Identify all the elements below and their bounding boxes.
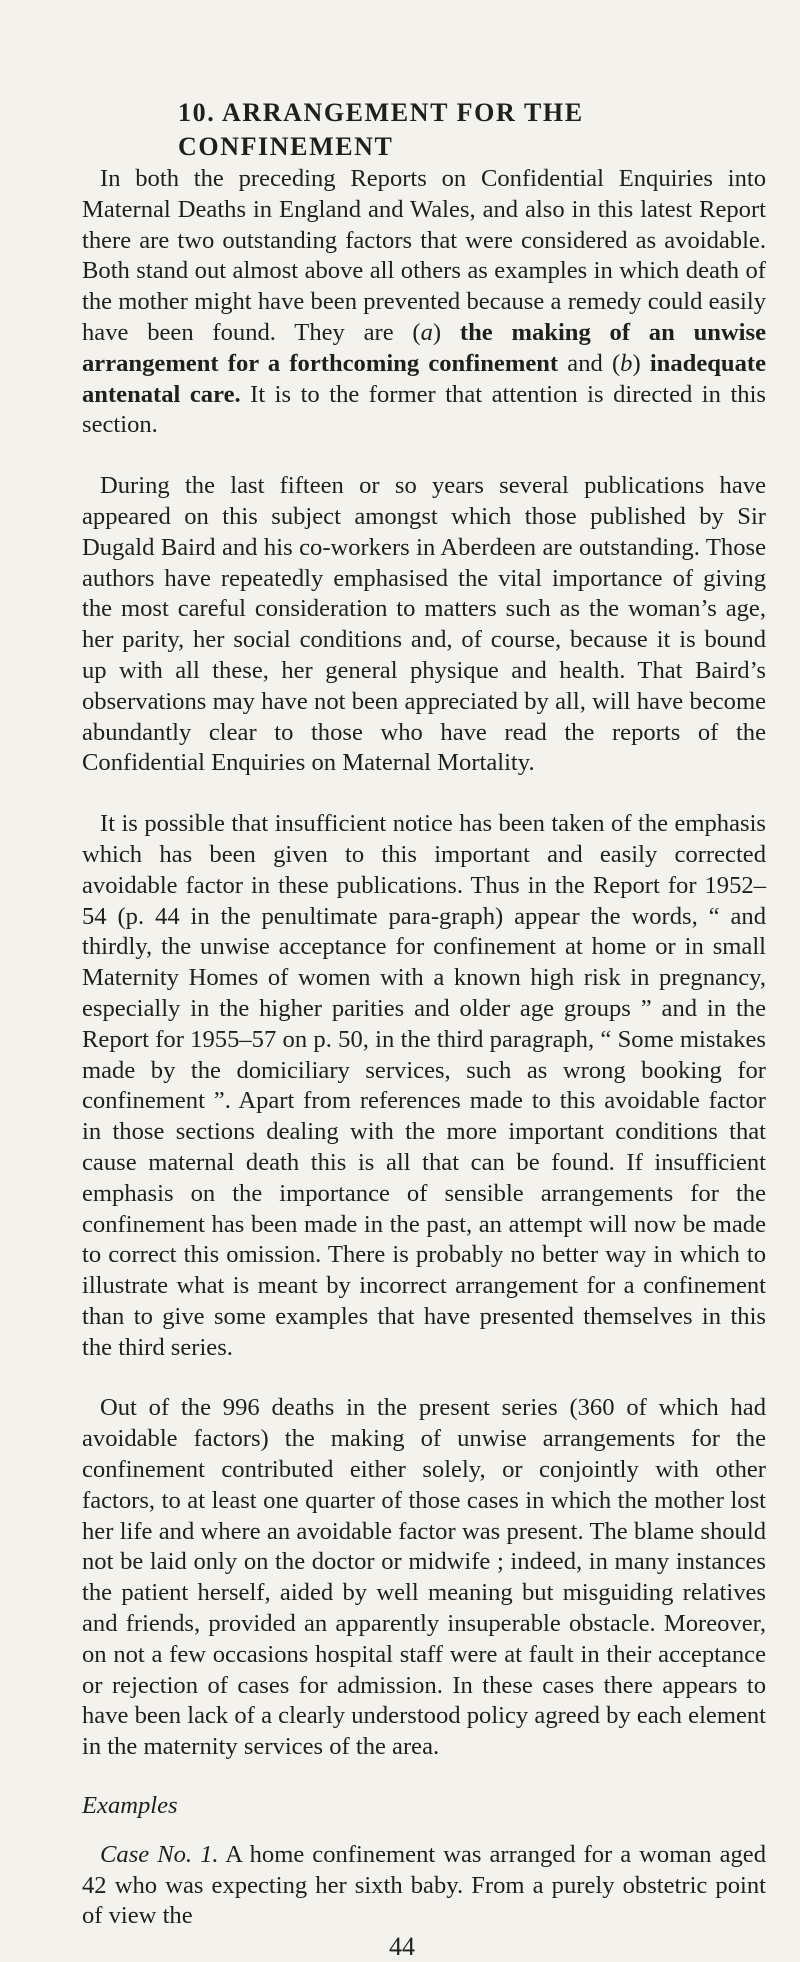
case-1-text: A home confinement was arranged for a woman aged 42 who was expecting her sixth baby. From a purely obstetric point of view the xyxy=(82,1840,766,1930)
intro-bold-unwise-arrangement: the making of an unwise arrangement for a forthcoming confinement xyxy=(82,318,767,377)
intro-text-mid3: ) xyxy=(632,349,650,377)
intro-text-mid1: ) xyxy=(432,318,460,346)
intro-text-mid2: and ( xyxy=(558,349,621,377)
intro-text-end: It is to the former that attention is directed in this section. xyxy=(82,380,766,439)
intro-marker-b: b xyxy=(620,349,633,377)
intro-bold-antenatal-care: inadequate antenatal care. xyxy=(82,349,767,408)
page-number: 44 xyxy=(389,1932,415,1962)
section-heading: 10. ARRANGEMENT FOR THE CONFINEMENT xyxy=(178,98,584,161)
intro-text-start: In both the preceding Reports on Confidential Enquiries into Maternal Deaths in England and Wales, and also in this latest Report there are two outstanding factors that were considered as avoidable. Both stand out almost above all others as examples in which death of the mother might have been prevented because a remedy could easily have been found. They are ( xyxy=(82,165,766,346)
intro-marker-a: a xyxy=(420,318,433,346)
paragraph-intro xyxy=(82,164,766,441)
case-1-label: Case No. 1. xyxy=(100,1840,219,1868)
paragraph-insufficient-notice: It is possible that insufficient notice has been taken of the emphasis which has been given to this important and easily corrected avoidable factor in these publications. Thus in the Report for 1952–54 (p. 44 in the penultimate para-graph) appear the words, “ and thirdly, the unwise acceptance for confinement at home or in small Maternity Homes of women with a known high risk in pregnancy, especially in the higher parities and older age groups ” and in the Report for 1955–57 on p. 50, in the third paragraph, “ Some mistakes made by the domiciliary services, such as wrong booking for confinement ”. Apart from references made to this avoidable factor in those sections dealing with the more important conditions that cause maternal death this is all that can be found. If insufficient emphasis on the importance of sensible arrangements for the confinement has been made in the past, an attempt will now be made to correct this omission. There is probably no better way in which to illustrate what is meant by incorrect arrangement for a confinement than to give some examples that have presented themselves in this the third series. xyxy=(82,810,766,1361)
examples-heading: Examples xyxy=(82,1792,178,1820)
paragraph-statistics: Out of the 996 deaths in the present series (360 of which had avoidable factors) the making of unwise arrangements for the confinement contributed either solely, or conjointly with other factors, to at least one quarter of those cases in which the mother lost her life and where an avoidable factor was present. The blame should not be laid only on the doctor or midwife ; indeed, in many instances the patient herself, aided by well meaning but misguiding relatives and friends, provided an apparently insuperable obstacle. Moreover, on not a few occasions hospital staff were at fault in their acceptance or rejection of cases for admission. In these cases there appears to have been lack of a clearly understood policy agreed by each element in the maternity services of the area. xyxy=(82,1394,766,1761)
case-1-paragraph xyxy=(82,1840,766,1932)
paragraph-baird: During the last fifteen or so years several publications have appeared on this subject amongst which those published by Sir Dugald Baird and his co-workers in Aberdeen are outstanding. Those authors have repeatedly emphasised the vital importance of giving the most careful consideration to matters such as the woman’s age, her parity, her social conditions and, of course, because it is bound up with all these, her general physique and health. That Baird’s observations may have not been appreciated by all, will have become abundantly clear to those who have read the reports of the Confidential Enquiries on Maternal Mortality. xyxy=(82,472,766,777)
